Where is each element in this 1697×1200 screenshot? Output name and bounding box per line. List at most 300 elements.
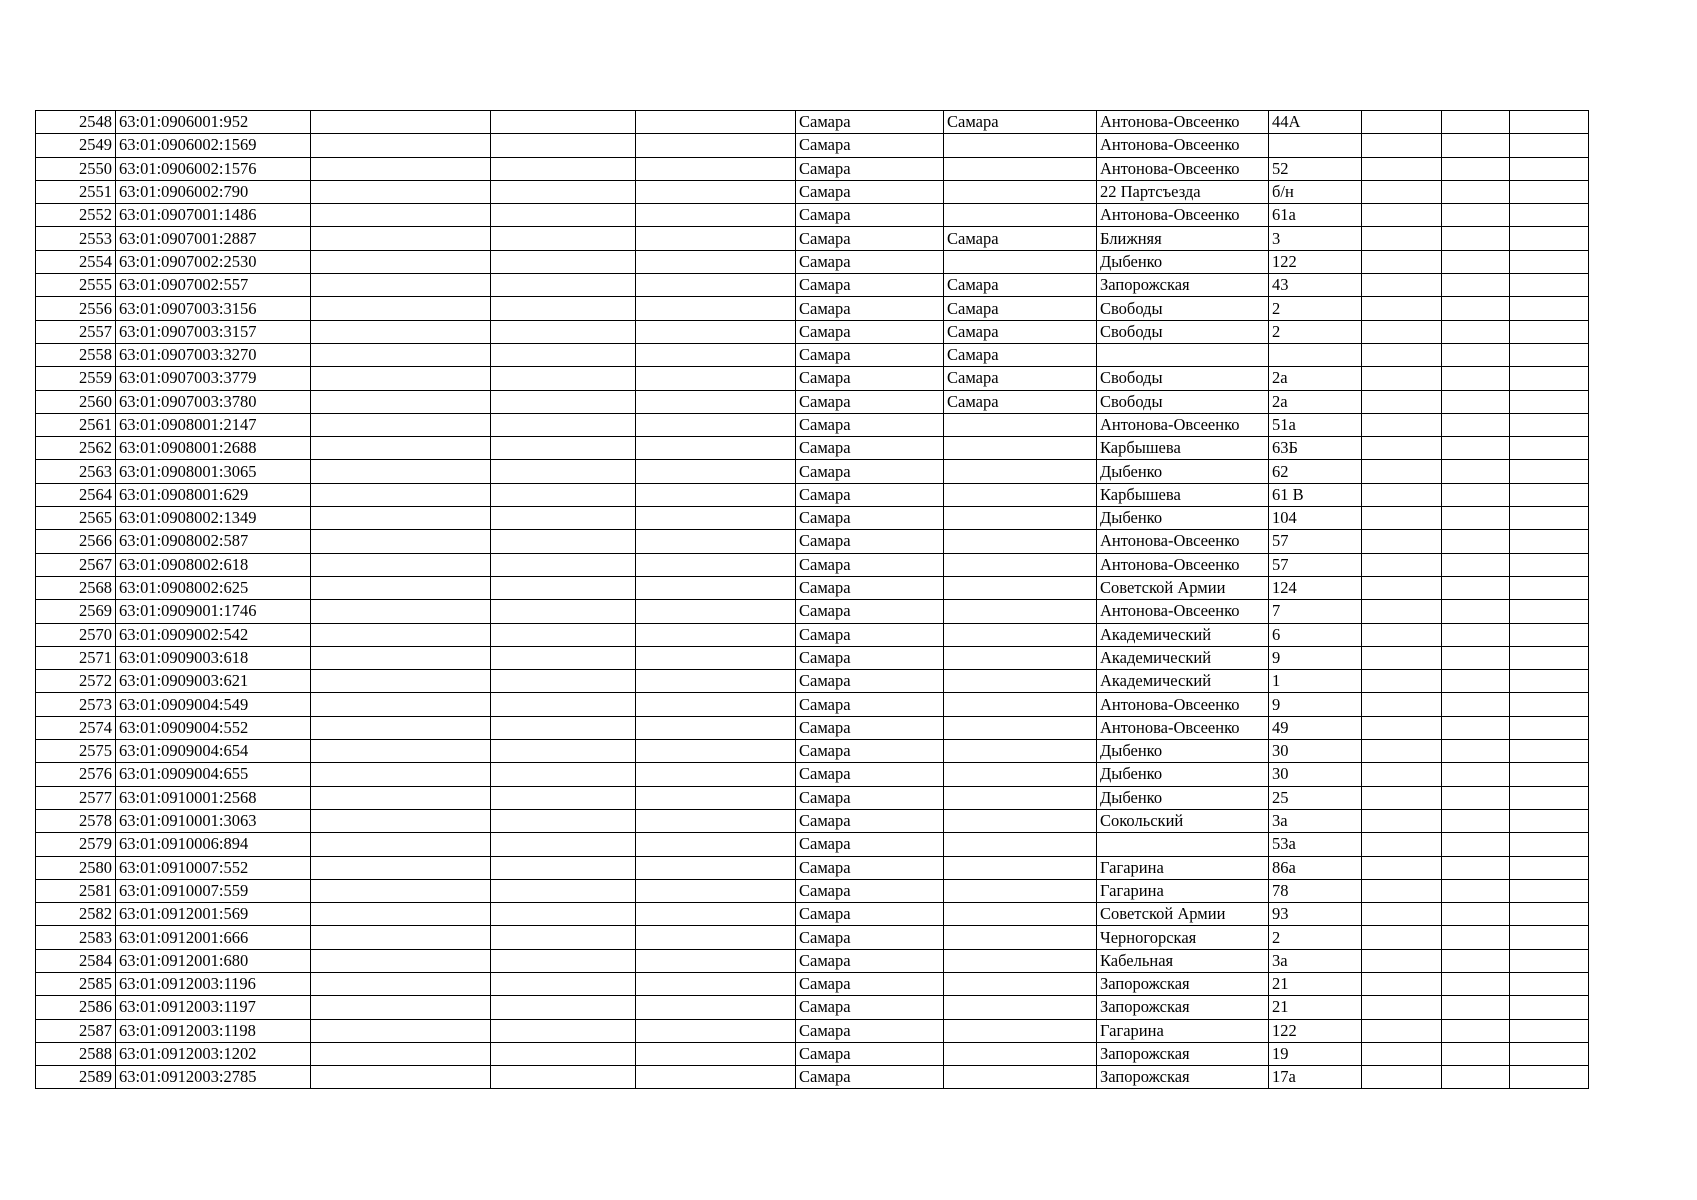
empty-cell — [636, 926, 796, 949]
row-number-cell: 2585 — [36, 972, 116, 995]
empty-cell — [311, 600, 491, 623]
empty-cell — [1510, 879, 1589, 902]
locality-cell — [944, 157, 1097, 180]
empty-cell — [1362, 670, 1442, 693]
empty-cell — [1362, 1066, 1442, 1089]
empty-cell — [491, 879, 636, 902]
empty-cell — [636, 809, 796, 832]
empty-cell — [1510, 1042, 1589, 1065]
table-row — [36, 833, 1589, 856]
locality-cell — [944, 903, 1097, 926]
table-row — [36, 320, 1589, 343]
empty-cell — [1442, 786, 1510, 809]
empty-cell — [1510, 180, 1589, 203]
empty-cell — [1510, 250, 1589, 273]
locality-cell — [944, 250, 1097, 273]
empty-cell — [311, 786, 491, 809]
locality-cell: Самара — [944, 297, 1097, 320]
empty-cell — [636, 297, 796, 320]
empty-cell — [491, 716, 636, 739]
empty-cell — [311, 972, 491, 995]
locality-cell — [944, 646, 1097, 669]
empty-cell — [636, 786, 796, 809]
house-number-cell: 2 — [1269, 297, 1362, 320]
empty-cell — [1510, 413, 1589, 436]
empty-cell — [636, 507, 796, 530]
table-row — [36, 600, 1589, 623]
row-number-cell: 2584 — [36, 949, 116, 972]
empty-cell — [1510, 926, 1589, 949]
empty-cell — [636, 413, 796, 436]
empty-cell — [1362, 879, 1442, 902]
empty-cell — [1442, 670, 1510, 693]
empty-cell — [491, 740, 636, 763]
city-cell: Самара — [796, 949, 944, 972]
empty-cell — [1442, 972, 1510, 995]
locality-cell: Самара — [944, 320, 1097, 343]
street-cell: Запорожская — [1097, 1042, 1269, 1065]
cadastral-number-cell: 63:01:0906002:790 — [116, 180, 311, 203]
house-number-cell: 2 — [1269, 926, 1362, 949]
empty-cell — [311, 413, 491, 436]
empty-cell — [311, 553, 491, 576]
table-row — [36, 1066, 1589, 1089]
locality-cell — [944, 972, 1097, 995]
locality-cell — [944, 553, 1097, 576]
empty-cell — [1362, 180, 1442, 203]
street-cell: Дыбенко — [1097, 740, 1269, 763]
locality-cell — [944, 204, 1097, 227]
row-number-cell: 2554 — [36, 250, 116, 273]
locality-cell — [944, 949, 1097, 972]
empty-cell — [491, 437, 636, 460]
empty-cell — [636, 1066, 796, 1089]
house-number-cell: 78 — [1269, 879, 1362, 902]
city-cell: Самара — [796, 740, 944, 763]
table-row — [36, 227, 1589, 250]
house-number-cell: 1 — [1269, 670, 1362, 693]
row-number-cell: 2574 — [36, 716, 116, 739]
empty-cell — [1510, 134, 1589, 157]
empty-cell — [1510, 367, 1589, 390]
row-number-cell: 2570 — [36, 623, 116, 646]
street-cell: Ближняя — [1097, 227, 1269, 250]
empty-cell — [1362, 716, 1442, 739]
empty-cell — [1510, 600, 1589, 623]
house-number-cell: 61а — [1269, 204, 1362, 227]
city-cell: Самара — [796, 390, 944, 413]
empty-cell — [1442, 763, 1510, 786]
row-number-cell: 2552 — [36, 204, 116, 227]
empty-cell — [1442, 949, 1510, 972]
empty-cell — [491, 1019, 636, 1042]
empty-cell — [1362, 949, 1442, 972]
empty-cell — [491, 949, 636, 972]
row-number-cell: 2549 — [36, 134, 116, 157]
row-number-cell: 2581 — [36, 879, 116, 902]
table-row — [36, 367, 1589, 390]
empty-cell — [491, 367, 636, 390]
empty-cell — [1510, 903, 1589, 926]
empty-cell — [1442, 250, 1510, 273]
house-number-cell: 57 — [1269, 530, 1362, 553]
empty-cell — [1510, 460, 1589, 483]
empty-cell — [1510, 856, 1589, 879]
table-row — [36, 903, 1589, 926]
empty-cell — [636, 180, 796, 203]
empty-cell — [1510, 833, 1589, 856]
empty-cell — [1510, 204, 1589, 227]
locality-cell — [944, 530, 1097, 553]
empty-cell — [311, 1042, 491, 1065]
cadastral-number-cell: 63:01:0908002:1349 — [116, 507, 311, 530]
city-cell: Самара — [796, 320, 944, 343]
empty-cell — [311, 367, 491, 390]
empty-cell — [311, 693, 491, 716]
empty-cell — [1442, 1042, 1510, 1065]
empty-cell — [1510, 227, 1589, 250]
locality-cell — [944, 437, 1097, 460]
city-cell: Самара — [796, 926, 944, 949]
empty-cell — [1442, 1066, 1510, 1089]
empty-cell — [1510, 507, 1589, 530]
empty-cell — [636, 483, 796, 506]
table-row — [36, 111, 1589, 134]
empty-cell — [636, 740, 796, 763]
empty-cell — [1510, 1066, 1589, 1089]
city-cell: Самара — [796, 879, 944, 902]
cadastral-number-cell: 63:01:0906001:952 — [116, 111, 311, 134]
street-cell: Дыбенко — [1097, 250, 1269, 273]
empty-cell — [1362, 763, 1442, 786]
row-number-cell: 2555 — [36, 274, 116, 297]
house-number-cell: 3 — [1269, 227, 1362, 250]
house-number-cell — [1269, 343, 1362, 366]
empty-cell — [1442, 530, 1510, 553]
empty-cell — [636, 437, 796, 460]
city-cell: Самара — [796, 343, 944, 366]
empty-cell — [1510, 297, 1589, 320]
empty-cell — [636, 972, 796, 995]
empty-cell — [1510, 1019, 1589, 1042]
street-cell: Карбышева — [1097, 483, 1269, 506]
city-cell: Самара — [796, 856, 944, 879]
empty-cell — [1362, 926, 1442, 949]
empty-cell — [1442, 833, 1510, 856]
empty-cell — [311, 670, 491, 693]
empty-cell — [1442, 227, 1510, 250]
house-number-cell: 17а — [1269, 1066, 1362, 1089]
street-cell: Свободы — [1097, 320, 1269, 343]
cadastral-number-cell: 63:01:0907001:1486 — [116, 204, 311, 227]
empty-cell — [311, 1066, 491, 1089]
table-row — [36, 740, 1589, 763]
empty-cell — [1442, 390, 1510, 413]
city-cell: Самара — [796, 250, 944, 273]
city-cell: Самара — [796, 646, 944, 669]
empty-cell — [1442, 623, 1510, 646]
city-cell: Самара — [796, 600, 944, 623]
locality-cell — [944, 1042, 1097, 1065]
row-number-cell: 2553 — [36, 227, 116, 250]
row-number-cell: 2589 — [36, 1066, 116, 1089]
cadastral-number-cell: 63:01:0906002:1569 — [116, 134, 311, 157]
house-number-cell: 122 — [1269, 1019, 1362, 1042]
row-number-cell: 2565 — [36, 507, 116, 530]
house-number-cell: 124 — [1269, 576, 1362, 599]
empty-cell — [636, 157, 796, 180]
cadastral-number-cell: 63:01:0907002:557 — [116, 274, 311, 297]
empty-cell — [1362, 600, 1442, 623]
row-number-cell: 2582 — [36, 903, 116, 926]
city-cell: Самара — [796, 134, 944, 157]
locality-cell — [944, 483, 1097, 506]
row-number-cell: 2559 — [36, 367, 116, 390]
street-cell: Советской Армии — [1097, 576, 1269, 599]
row-number-cell: 2569 — [36, 600, 116, 623]
city-cell: Самара — [796, 367, 944, 390]
empty-cell — [1510, 623, 1589, 646]
empty-cell — [636, 879, 796, 902]
empty-cell — [1510, 320, 1589, 343]
empty-cell — [491, 926, 636, 949]
empty-cell — [311, 740, 491, 763]
row-number-cell: 2575 — [36, 740, 116, 763]
row-number-cell: 2583 — [36, 926, 116, 949]
cadastral-number-cell: 63:01:0912003:1202 — [116, 1042, 311, 1065]
city-cell: Самара — [796, 1066, 944, 1089]
empty-cell — [636, 320, 796, 343]
street-cell: Антонова-Овсеенко — [1097, 693, 1269, 716]
locality-cell — [944, 763, 1097, 786]
house-number-cell: 9 — [1269, 693, 1362, 716]
empty-cell — [636, 856, 796, 879]
city-cell: Самара — [796, 763, 944, 786]
empty-cell — [1510, 274, 1589, 297]
empty-cell — [491, 413, 636, 436]
cadastral-number-cell: 63:01:0907001:2887 — [116, 227, 311, 250]
empty-cell — [1510, 740, 1589, 763]
house-number-cell: 30 — [1269, 763, 1362, 786]
locality-cell — [944, 670, 1097, 693]
cadastral-number-cell: 63:01:0909002:542 — [116, 623, 311, 646]
empty-cell — [636, 716, 796, 739]
empty-cell — [636, 670, 796, 693]
table-row — [36, 530, 1589, 553]
street-cell: Академический — [1097, 623, 1269, 646]
cadastral-number-cell: 63:01:0907003:3157 — [116, 320, 311, 343]
empty-cell — [311, 879, 491, 902]
street-cell: Антонова-Овсеенко — [1097, 413, 1269, 436]
cadastral-number-cell: 63:01:0908001:629 — [116, 483, 311, 506]
cadastral-number-cell: 63:01:0912003:1197 — [116, 996, 311, 1019]
empty-cell — [311, 716, 491, 739]
empty-cell — [311, 204, 491, 227]
house-number-cell: 122 — [1269, 250, 1362, 273]
house-number-cell: 7 — [1269, 600, 1362, 623]
empty-cell — [636, 343, 796, 366]
table-row — [36, 879, 1589, 902]
empty-cell — [1510, 437, 1589, 460]
city-cell: Самара — [796, 786, 944, 809]
empty-cell — [491, 460, 636, 483]
locality-cell — [944, 740, 1097, 763]
table-row — [36, 553, 1589, 576]
empty-cell — [1362, 646, 1442, 669]
house-number-cell: 2 — [1269, 320, 1362, 343]
table-row — [36, 134, 1589, 157]
street-cell: Антонова-Овсеенко — [1097, 553, 1269, 576]
empty-cell — [1442, 274, 1510, 297]
empty-cell — [491, 111, 636, 134]
house-number-cell: 3а — [1269, 809, 1362, 832]
empty-cell — [491, 623, 636, 646]
row-number-cell: 2567 — [36, 553, 116, 576]
city-cell: Самара — [796, 157, 944, 180]
empty-cell — [1442, 926, 1510, 949]
empty-cell — [491, 1066, 636, 1089]
empty-cell — [1362, 297, 1442, 320]
empty-cell — [1362, 204, 1442, 227]
empty-cell — [311, 507, 491, 530]
locality-cell — [944, 926, 1097, 949]
empty-cell — [311, 926, 491, 949]
empty-cell — [636, 763, 796, 786]
street-cell: Академический — [1097, 646, 1269, 669]
empty-cell — [636, 1042, 796, 1065]
street-cell: Дыбенко — [1097, 763, 1269, 786]
cadastral-number-cell: 63:01:0908002:618 — [116, 553, 311, 576]
empty-cell — [1362, 413, 1442, 436]
street-cell: Дыбенко — [1097, 507, 1269, 530]
empty-cell — [1362, 1042, 1442, 1065]
empty-cell — [1442, 903, 1510, 926]
house-number-cell: 30 — [1269, 740, 1362, 763]
house-number-cell: 44А — [1269, 111, 1362, 134]
empty-cell — [311, 1019, 491, 1042]
empty-cell — [1442, 996, 1510, 1019]
city-cell: Самара — [796, 1019, 944, 1042]
street-cell: Черногорская — [1097, 926, 1269, 949]
cadastral-number-cell: 63:01:0907003:3780 — [116, 390, 311, 413]
cadastral-number-cell: 63:01:0910001:2568 — [116, 786, 311, 809]
cadastral-number-cell: 63:01:0912003:1198 — [116, 1019, 311, 1042]
empty-cell — [1442, 646, 1510, 669]
empty-cell — [491, 553, 636, 576]
empty-cell — [1362, 553, 1442, 576]
empty-cell — [1442, 204, 1510, 227]
table-row — [36, 250, 1589, 273]
empty-cell — [311, 134, 491, 157]
empty-cell — [1362, 274, 1442, 297]
empty-cell — [311, 530, 491, 553]
street-cell: Запорожская — [1097, 1066, 1269, 1089]
empty-cell — [636, 623, 796, 646]
locality-cell — [944, 460, 1097, 483]
locality-cell — [944, 623, 1097, 646]
table-row — [36, 343, 1589, 366]
table-row — [36, 763, 1589, 786]
table-row — [36, 670, 1589, 693]
registry-table-body — [36, 111, 1589, 1089]
empty-cell — [636, 204, 796, 227]
empty-cell — [1510, 576, 1589, 599]
cadastral-number-cell: 63:01:0910001:3063 — [116, 809, 311, 832]
empty-cell — [1442, 879, 1510, 902]
empty-cell — [636, 833, 796, 856]
locality-cell — [944, 996, 1097, 1019]
empty-cell — [636, 274, 796, 297]
house-number-cell: 21 — [1269, 972, 1362, 995]
cadastral-number-cell: 63:01:0908001:2147 — [116, 413, 311, 436]
empty-cell — [491, 204, 636, 227]
row-number-cell: 2568 — [36, 576, 116, 599]
empty-cell — [1362, 320, 1442, 343]
empty-cell — [491, 576, 636, 599]
empty-cell — [636, 996, 796, 1019]
city-cell: Самара — [796, 437, 944, 460]
empty-cell — [311, 343, 491, 366]
row-number-cell: 2556 — [36, 297, 116, 320]
empty-cell — [1362, 483, 1442, 506]
empty-cell — [311, 996, 491, 1019]
empty-cell — [1442, 437, 1510, 460]
cadastral-number-cell: 63:01:0907003:3156 — [116, 297, 311, 320]
row-number-cell: 2558 — [36, 343, 116, 366]
row-number-cell: 2563 — [36, 460, 116, 483]
city-cell: Самара — [796, 204, 944, 227]
registry-table — [35, 110, 1589, 1089]
table-row — [36, 809, 1589, 832]
city-cell: Самара — [796, 111, 944, 134]
empty-cell — [491, 972, 636, 995]
row-number-cell: 2573 — [36, 693, 116, 716]
empty-cell — [1362, 786, 1442, 809]
empty-cell — [491, 809, 636, 832]
empty-cell — [1362, 996, 1442, 1019]
empty-cell — [1510, 157, 1589, 180]
table-row — [36, 856, 1589, 879]
empty-cell — [1362, 250, 1442, 273]
empty-cell — [491, 483, 636, 506]
empty-cell — [491, 180, 636, 203]
street-cell: Свободы — [1097, 390, 1269, 413]
empty-cell — [1362, 576, 1442, 599]
house-number-cell: 49 — [1269, 716, 1362, 739]
empty-cell — [491, 343, 636, 366]
house-number-cell: 2а — [1269, 367, 1362, 390]
table-row — [36, 483, 1589, 506]
city-cell: Самара — [796, 274, 944, 297]
city-cell: Самара — [796, 460, 944, 483]
row-number-cell: 2577 — [36, 786, 116, 809]
city-cell: Самара — [796, 507, 944, 530]
empty-cell — [1442, 576, 1510, 599]
empty-cell — [636, 134, 796, 157]
street-cell — [1097, 833, 1269, 856]
empty-cell — [491, 670, 636, 693]
table-row — [36, 1042, 1589, 1065]
row-number-cell: 2586 — [36, 996, 116, 1019]
empty-cell — [1510, 530, 1589, 553]
house-number-cell: 43 — [1269, 274, 1362, 297]
house-number-cell: 9 — [1269, 646, 1362, 669]
empty-cell — [311, 274, 491, 297]
empty-cell — [636, 227, 796, 250]
cadastral-number-cell: 63:01:0912003:2785 — [116, 1066, 311, 1089]
house-number-cell: б/н — [1269, 180, 1362, 203]
empty-cell — [311, 460, 491, 483]
